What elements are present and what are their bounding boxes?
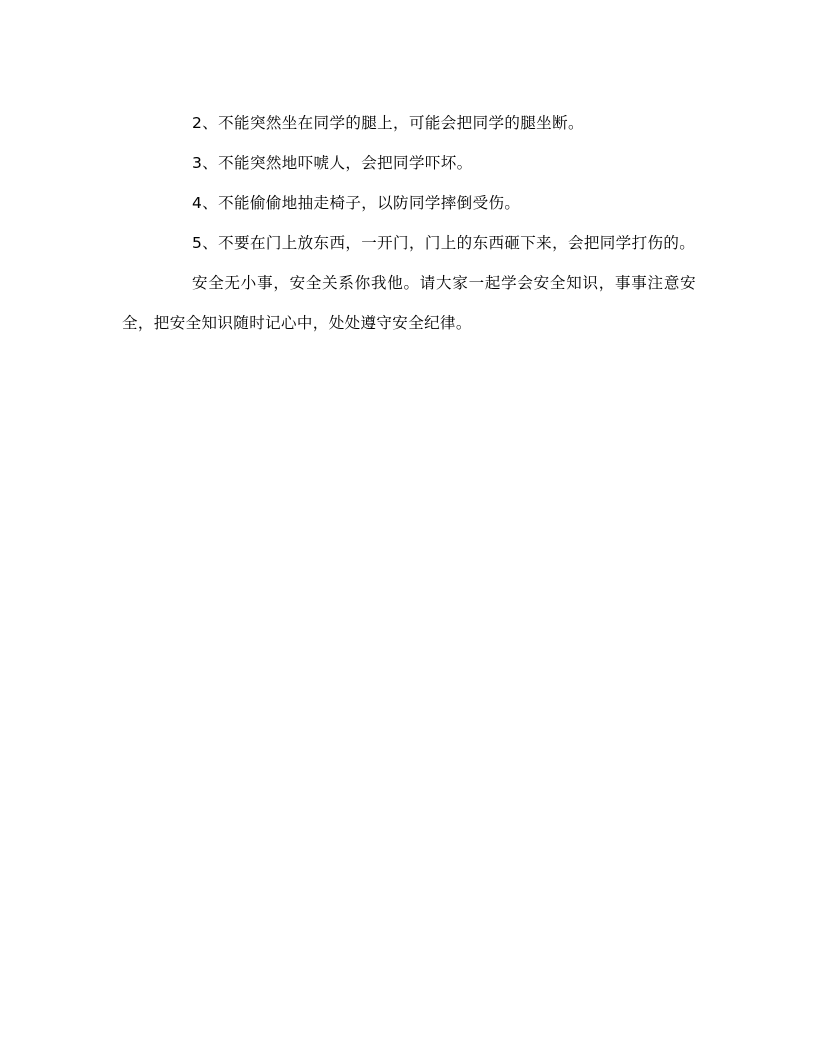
- paragraph-rule-4: 4、不能偷偷地抽走椅子，以防同学摔倒受伤。: [192, 194, 521, 212]
- paragraph-rule-5: 5、不要在门上放东西，一开门，门上的东西砸下来，会把同学打伤的。: [192, 234, 696, 252]
- document-body: [122, 103, 696, 343]
- paragraph-rule-2: 2、不能突然坐在同学的腿上，可能会把同学的腿坐断。: [192, 114, 584, 132]
- paragraph-conclusion: 安全无小事，安全关系你我他。请大家一起学会安全知识，事事注意安全，把安全知识随时记心中，处处遵守安全纪律。: [122, 274, 696, 332]
- paragraph-rule-3: 3、不能突然地吓唬人，会把同学吓坏。: [192, 154, 473, 172]
